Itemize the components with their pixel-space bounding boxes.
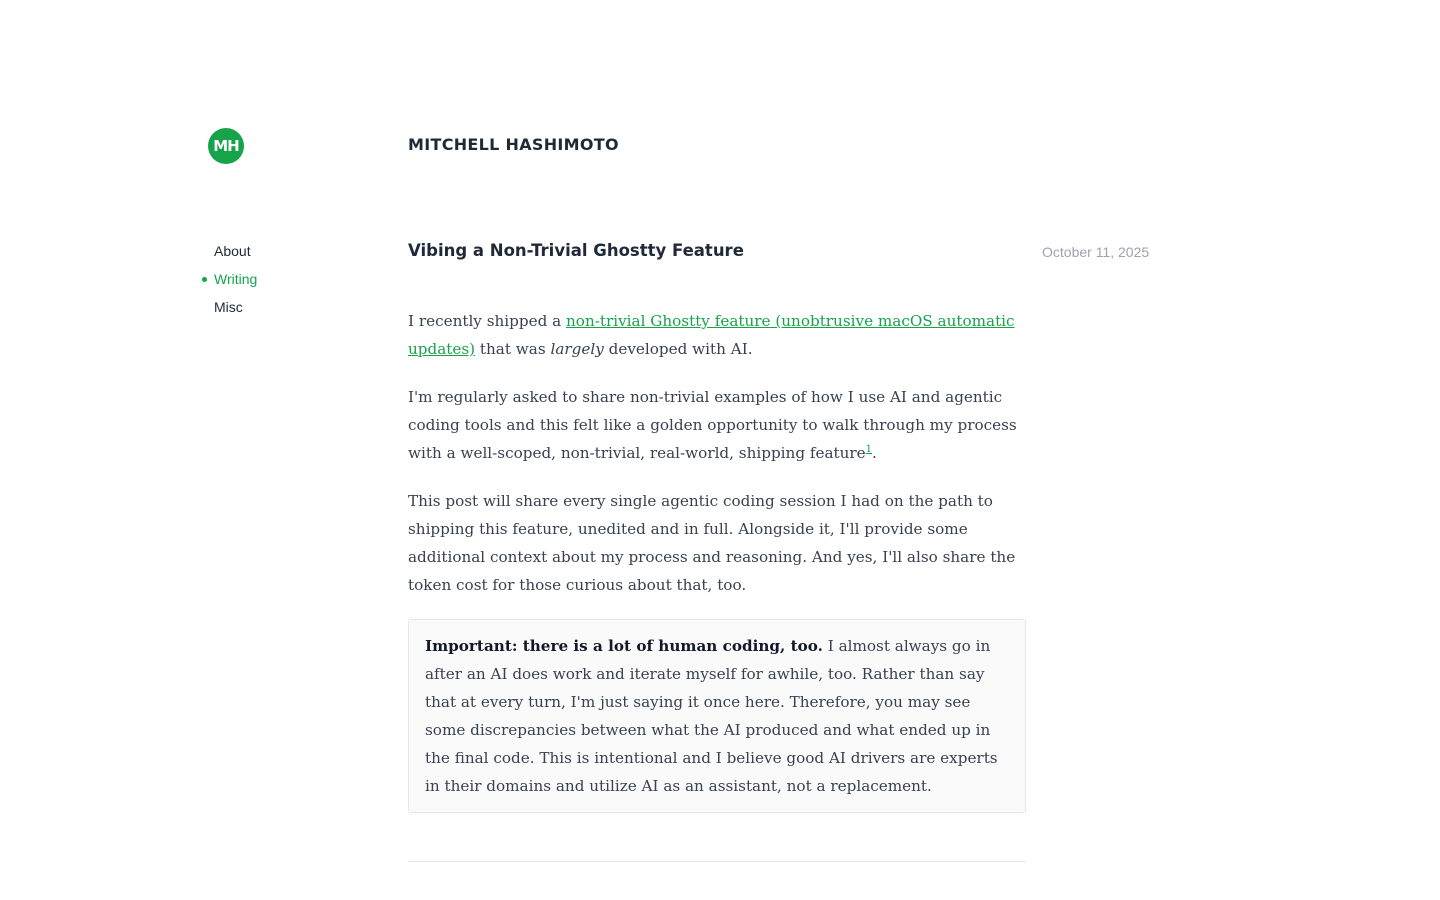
note-heading: Important: there is a lot of human coding, too.: [425, 637, 823, 655]
paragraph-overview: This post will share every single agentic coding session I had on the path to shipping this feature, unedited and in full. Alongside it, I'll provide some additional context about my process and reasoning. And yes, I'll also share the token cost for those curious about that, too.: [408, 492, 1016, 594]
paragraph-intro: [408, 307, 1026, 363]
nav-item-label: About: [214, 243, 251, 259]
emphasis-text: largely: [550, 340, 604, 358]
site-logo[interactable]: [208, 128, 244, 164]
section-divider: [408, 861, 1026, 862]
note-text: I almost always go in after an AI does work and iterate myself for awhile, too. Rather than say that at every turn, I'm just saying it once here. Therefore, you may see some discrepancies between what the AI produced and what ended up in the final code. This is intentional and I believe good AI drivers are experts in their domains and utilize AI as an assistant, not a replacement.: [425, 637, 998, 795]
logo-monogram: MH: [213, 137, 239, 155]
post-title: Vibing a Non-Trivial Ghostty Feature: [408, 241, 744, 260]
post-body: [408, 307, 1026, 813]
important-note-callout: [408, 619, 1026, 813]
active-indicator-dot-icon: [202, 277, 207, 282]
text-span: I recently shipped a: [408, 312, 567, 330]
post-date: October 11, 2025: [1042, 244, 1150, 260]
nav-item-misc[interactable]: [200, 294, 257, 322]
nav-item-label: Misc: [214, 299, 243, 315]
nav-item-writing[interactable]: [200, 266, 257, 294]
feature-link[interactable]: non-trivial Ghostty feature (unobtrusive macOS automatic updates): [408, 312, 1015, 358]
text-span: .: [872, 444, 877, 462]
paragraph-motivation: [408, 383, 1026, 467]
text-span: developed with AI.: [603, 340, 753, 358]
nav-item-label: Writing: [214, 271, 258, 287]
footnote-link[interactable]: 1: [865, 443, 873, 455]
site-name-link[interactable]: MITCHELL HASHIMOTO: [408, 135, 619, 154]
sidebar-nav: [200, 238, 257, 322]
nav-item-about[interactable]: [200, 238, 257, 266]
text-span: that was: [475, 340, 551, 358]
text-span: I'm regularly asked to share non-trivial examples of how I use AI and agentic coding tools and this felt like a golden opportunity to walk through my process with a well-scoped, non-trivial, real-world, shipping feature: [408, 388, 1017, 462]
